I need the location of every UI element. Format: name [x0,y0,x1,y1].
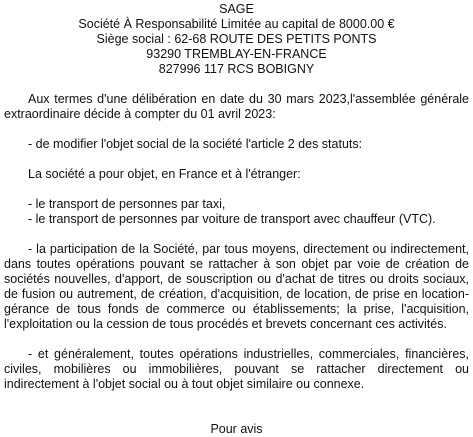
change-item: - de modifier l'objet social de la société l'article 2 des statuts: [28,137,363,151]
general-paragraph: - et généralement, toutes opérations industrielles, commerciales, financières, civiles, mobilières ou immobilières, pouvant se rattacher directement ou indirectement à l'objet social ou à tout objet similaire ou connexe. [4,347,469,391]
spacer [4,332,469,347]
postal-city: 93290 TREMBLAY-EN-FRANCE [146,47,327,61]
spacer [4,227,469,242]
spacer [4,392,469,407]
object-intro: La société a pour objet, en France et à l'étranger: [28,167,301,181]
spacer [4,407,469,422]
object-item-taxi: - le transport de personnes par taxi, [28,197,226,211]
participation-paragraph: - la participation de la Société, par tous moyens, directement ou indirectement, dans toutes opérations pouvant se rattacher à son objet par voie de création de sociétés nouvelles, d'apport, de souscription ou d'achat de titres ou droits sociaux, de fusion ou autrement, de création, d'acquisition, de location, de prise en location-gérance de tous fonds de commerce ou établissements; la prise, l'acquisition, l'exploitation ou la cession de tous procédés et brevets concernant ces activités. [4,242,469,331]
spacer [4,152,469,167]
spacer [4,182,469,197]
company-name: SAGE [219,2,254,16]
closing-note: Pour avis [210,422,263,436]
spacer [4,77,469,92]
registration-number: 827996 117 RCS BOBIGNY [158,62,315,76]
legal-form: Société À Responsabilité Limitée au capital de 8000.00 € [78,17,395,31]
object-item-vtc: - le transport de personnes par voiture de transport avec chauffeur (VTC). [28,212,436,226]
registered-office: Siège social : 62-68 ROUTE DES PETITS PONTS [96,32,377,46]
legal-notice [4,2,469,437]
notice-header [4,2,469,77]
spacer [4,122,469,137]
intro-paragraph: Aux termes d'une délibération en date du 30 mars 2023,l'assemblée générale extraordinaire décide à compter du 01 avril 2023: [4,92,469,121]
